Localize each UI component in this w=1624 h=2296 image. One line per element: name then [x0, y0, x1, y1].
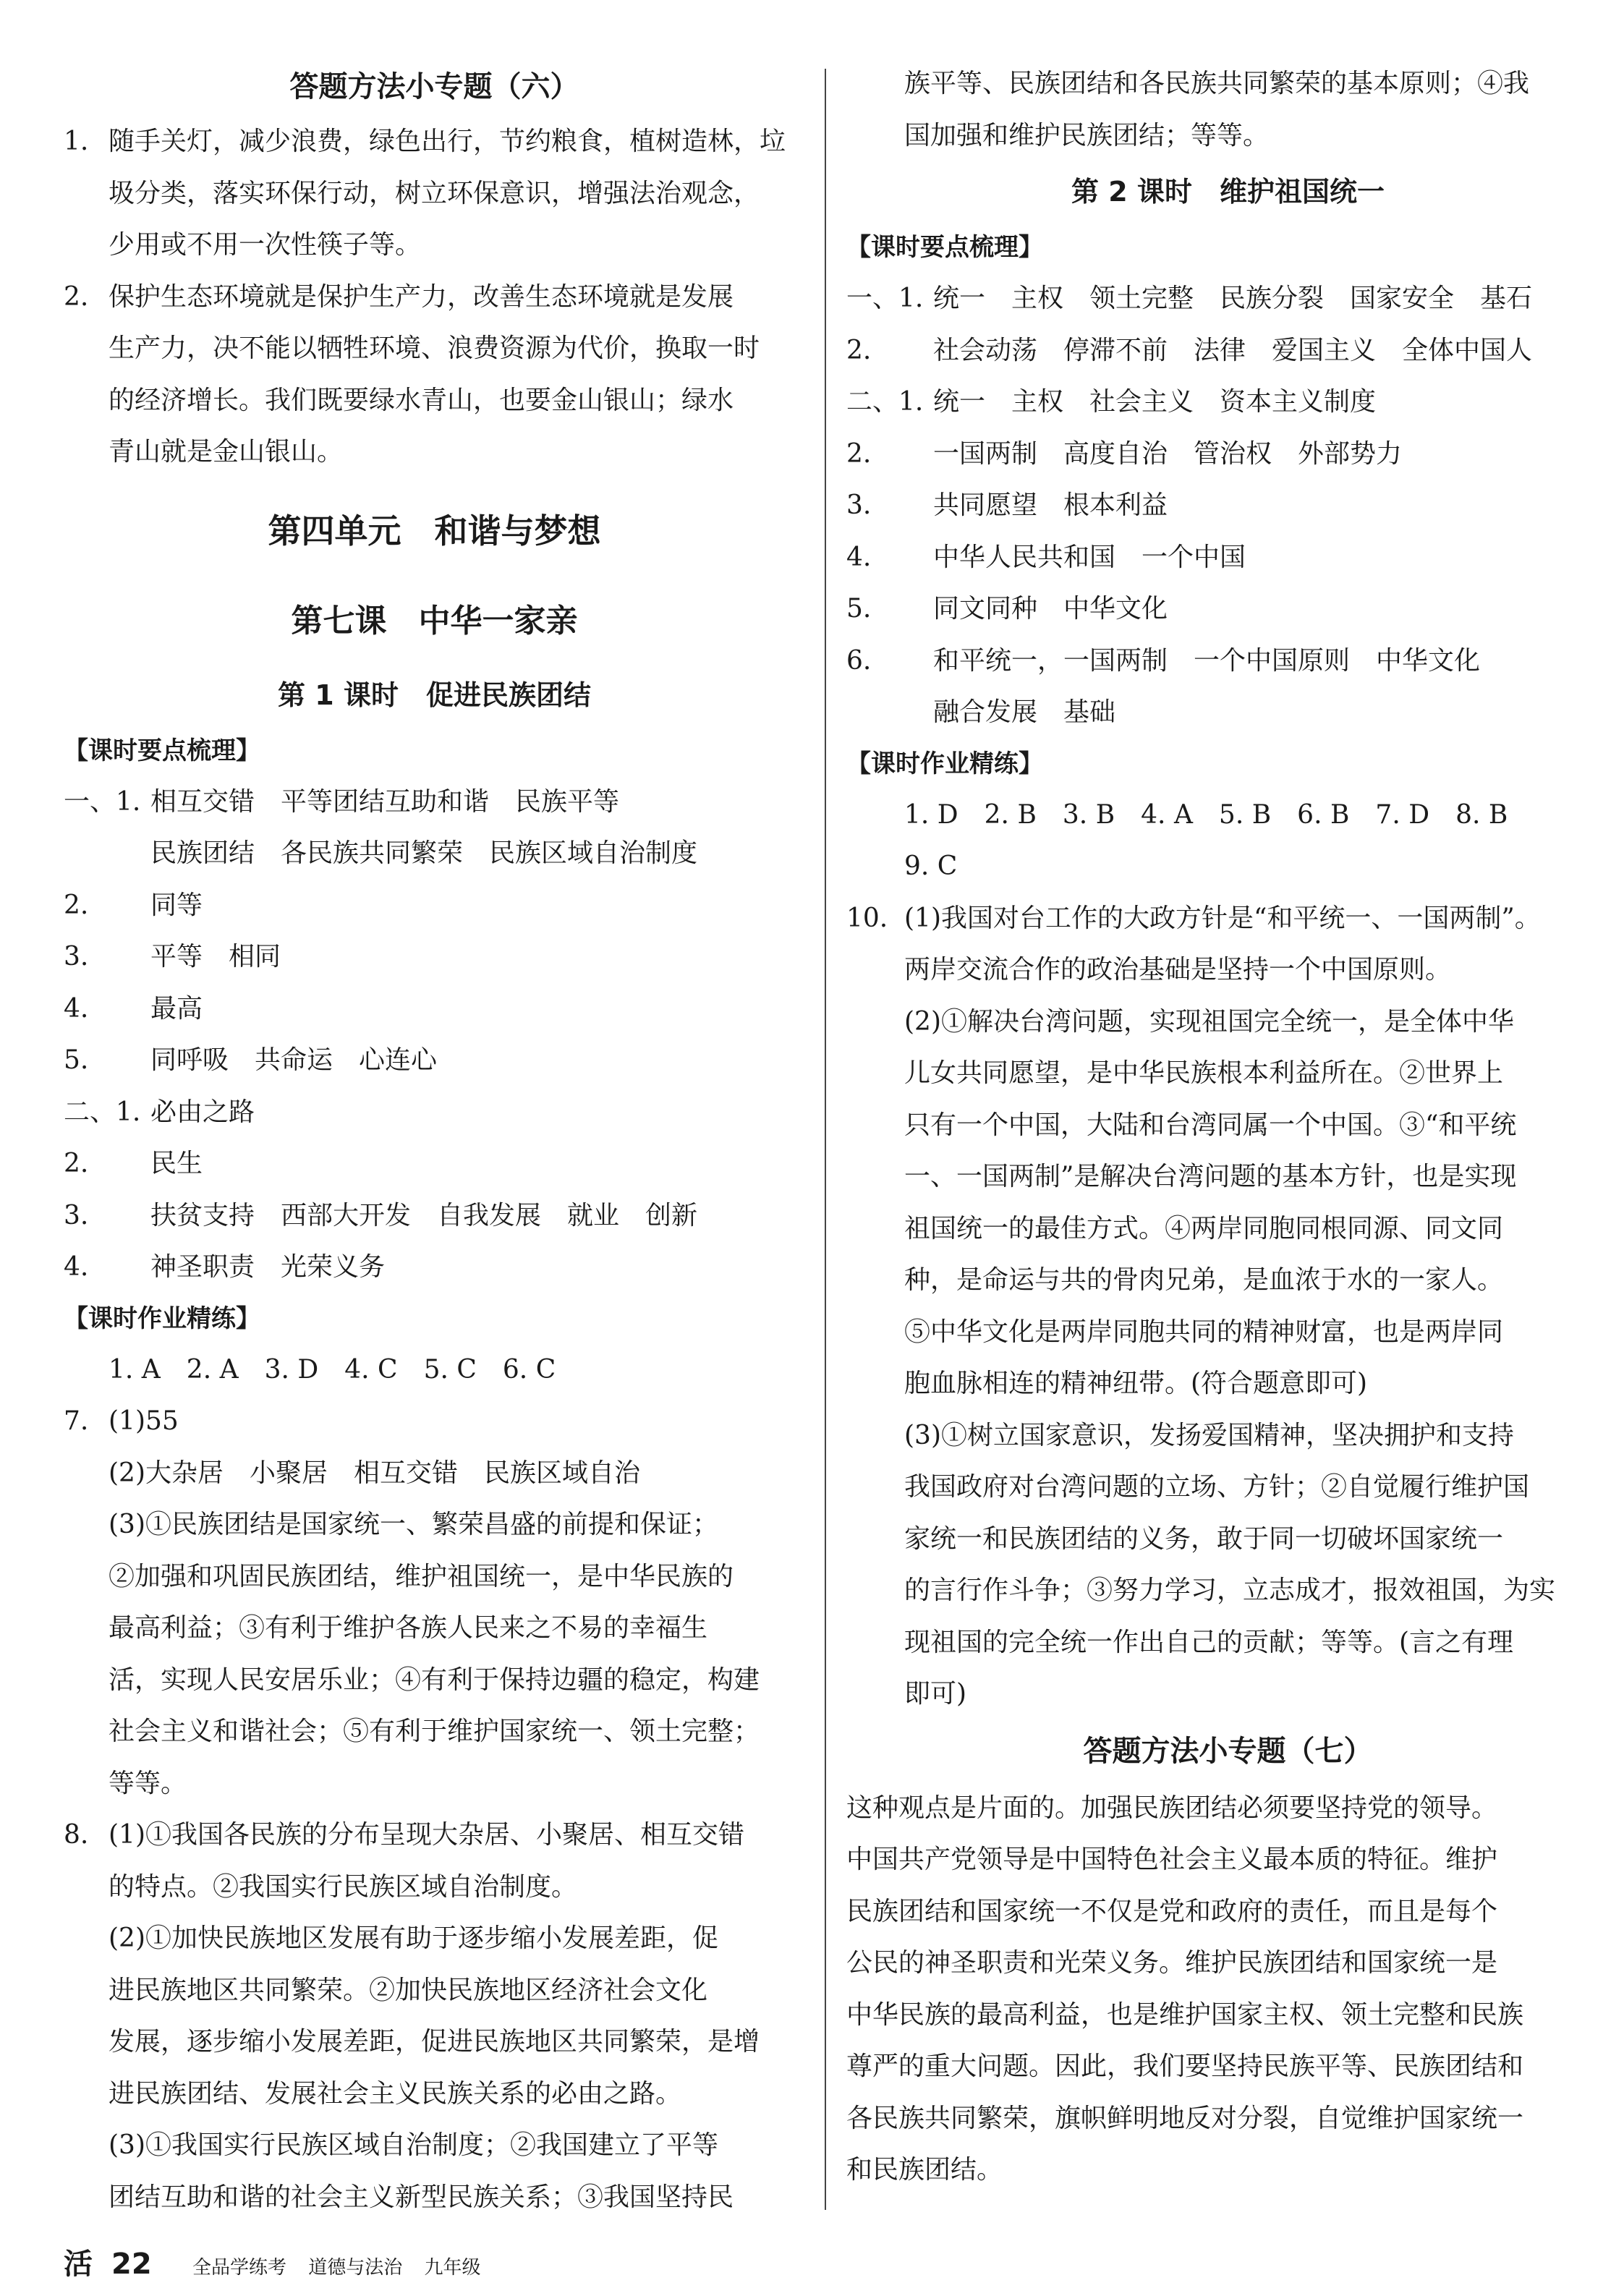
item-text: 共同愿望 根本利益 [933, 490, 1168, 520]
answer-line [846, 944, 1610, 996]
item-text: 一、一国两制”是解决台湾问题的基本方针，也是实现 [904, 1162, 1517, 1191]
method-seven-answer [846, 1782, 1610, 2196]
answer-line [64, 1758, 805, 1810]
item-text: ②加强和巩固民族团结，维护祖国统一，是中华民族的 [109, 1561, 734, 1591]
item-number: 3. [64, 1200, 89, 1230]
answer-line [64, 1809, 805, 1861]
answer-line [64, 168, 805, 220]
text-line: 国加强和维护民族团结；等等。 [904, 120, 1270, 150]
item-text: 活，实现人民安居乐业；④有利于保持边疆的稳定，构建 [109, 1664, 760, 1695]
item-number: 2. [846, 438, 872, 469]
item-text: 少用或不用一次性筷子等。 [109, 230, 422, 260]
item-text: 进民族地区共同繁荣。②加快民族地区经济社会文化 [109, 1975, 708, 2005]
answer-line [846, 532, 1610, 584]
item-text: 现祖国的完全统一作出自己的贡献；等等。(言之有理 [904, 1627, 1514, 1657]
item-text: 胞血脉相连的精神纽带。(符合题意即可) [904, 1369, 1368, 1398]
item-number: 8. [64, 1820, 89, 1850]
item-text: (1)我国对台工作的大政方针是“和平统一、一国两制”。 [904, 903, 1541, 933]
item-text: 等等。 [109, 1768, 187, 1798]
period-title-2: 第 2 课时 维护祖国统一 [1071, 176, 1385, 208]
answer-line [846, 583, 1610, 635]
right-column [846, 58, 1610, 2196]
answer-line [64, 2119, 805, 2172]
page-footer [64, 2241, 497, 2282]
item-text: 9. C [904, 851, 958, 881]
answer-line [846, 480, 1610, 532]
item-number: 二、1. [846, 387, 924, 417]
item-text: 的经济增长。我们既要绿水青山，也要金山银山；绿水 [109, 385, 734, 415]
column-divider [825, 69, 826, 2210]
item-text: 我国政府对台湾问题的立场、方针；②自觉履行维护国 [904, 1472, 1530, 1502]
item-text: 神圣职责 光荣义务 [150, 1252, 386, 1282]
item-text: 祖国统一的最佳方式。④两岸同胞同根同源、同文同 [904, 1213, 1504, 1243]
item-text: 民族团结 各民族共同繁荣 民族区域自治制度 [150, 838, 698, 868]
answer-line [64, 375, 805, 427]
item-text: 统一 主权 领土完整 民族分裂 国家安全 基石 [933, 284, 1533, 313]
answer-line [64, 1190, 805, 1242]
item-text: 发展，逐步缩小发展差距，促进民族地区共同繁荣，是增 [109, 2027, 760, 2057]
item-number: 二、1. [64, 1097, 141, 1127]
section-title-six: 答题方法小专题（六） [289, 70, 579, 103]
item-text: 团结互助和谐的社会主义新型民族关系；③我国坚持民 [109, 2182, 734, 2212]
item-number: 3. [846, 490, 872, 520]
continued-answer [846, 58, 1610, 161]
item-text: 生产力，决不能以牺牲环境、浪费资源为代价，换取一时 [109, 333, 760, 363]
item-number: 2. [846, 335, 872, 365]
answer-line [846, 376, 1610, 428]
text-line: 这种观点是片面的。加强民族团结必须要坚持党的领导。 [846, 1793, 1498, 1823]
item-text: 同文同种 中华文化 [933, 594, 1168, 624]
item-text: 统一 主权 社会主义 资本主义制度 [933, 387, 1377, 417]
answer-line [64, 426, 805, 478]
key-points-heading: 【课时要点梳理】 [64, 736, 260, 765]
homework-heading: 【课时作业精练】 [64, 1304, 260, 1333]
text-line: 中国共产党领导是中国特色社会主义最本质的特征。维护 [846, 1845, 1498, 1874]
answer-line [64, 931, 805, 983]
answer-line [846, 789, 1610, 841]
item-text: 种，是命运与共的骨肉兄弟，是血浓于水的一家人。 [904, 1265, 1504, 1295]
subject-name: 道德与法治 [308, 2257, 403, 2279]
item-text: ⑤中华文化是两岸同胞共同的精神财富，也是两岸同 [904, 1317, 1504, 1347]
answer-line [846, 1047, 1610, 1100]
answer-line [846, 1668, 1610, 1720]
key-points-heading: 【课时要点梳理】 [846, 233, 1043, 262]
item-text: 融合发展 基础 [933, 697, 1116, 727]
item-text: 必由之路 [150, 1097, 255, 1127]
lesson-title: 第七课 中华一家亲 [291, 602, 578, 639]
answer-line [64, 219, 805, 271]
answer-line [64, 880, 805, 932]
answer-line [846, 1565, 1610, 1617]
answer-line [64, 1913, 805, 1965]
answer-line [64, 116, 805, 168]
answer-line [846, 1617, 1610, 1669]
item-text: 儿女共同愿望，是中华民族根本利益所在。②世界上 [904, 1058, 1504, 1088]
item-text: 同呼吸 共命运 心连心 [150, 1045, 438, 1075]
item-text: (2)①解决台湾问题，实现祖国完全统一，是全体中华 [904, 1006, 1514, 1037]
item-number: 1. [64, 127, 89, 156]
item-text: 随手关灯，减少浪费，绿色出行，节约粮食，植树造林，垃 [109, 127, 786, 156]
series-name: 全品学练考 [192, 2257, 286, 2279]
answer-line [64, 1344, 805, 1396]
answer-line [64, 1551, 805, 1603]
answer-line [846, 635, 1610, 687]
footer-huo: 活 [64, 2248, 93, 2281]
left-column [64, 58, 805, 2223]
item-text: 民生 [150, 1149, 203, 1178]
item-text: (2)①加快民族地区发展有助于逐步缩小发展差距，促 [109, 1923, 718, 1953]
answer-line [846, 1358, 1610, 1410]
answer-line [846, 428, 1610, 480]
item-text: 一国两制 高度自治 管治权 外部势力 [933, 438, 1403, 469]
answer-line [64, 1034, 805, 1087]
key-points-list [64, 776, 805, 1293]
item-text: 的言行作斗争；③努力学习，立志成才，报效祖国，为实 [904, 1576, 1556, 1605]
answer-line [64, 2172, 805, 2224]
item-text: (1)①我国各民族的分布呈现大杂居、小聚居、相互交错 [109, 1820, 744, 1850]
item-number: 5. [846, 594, 872, 624]
answer-line [846, 1254, 1610, 1306]
item-number: 4. [846, 542, 872, 572]
answer-line [64, 1602, 805, 1654]
method-six-answers [64, 116, 805, 478]
unit-title: 第四单元 和谐与梦想 [268, 511, 601, 550]
text-line: 尊严的重大问题。因此，我们要坚持民族平等、民族团结和 [846, 2051, 1524, 2081]
page-number: 22 [111, 2248, 152, 2281]
text-line: 公民的神圣职责和光荣义务。维护民族团结和国家统一是 [846, 1948, 1498, 1978]
item-number: 10. [846, 903, 888, 933]
answer-line [846, 841, 1610, 893]
item-text: 即可) [904, 1679, 967, 1709]
item-number: 一、1. [846, 284, 924, 313]
item-text: 保护生态环境就是保护生产力，改善生态环境就是发展 [109, 281, 734, 312]
text-line: 民族团结和国家统一不仅是党和政府的责任，而且是每个 [846, 1896, 1498, 1926]
item-number: 2. [64, 1149, 89, 1178]
item-text: 圾分类，落实环保行动，树立环保意识，增强法治观念， [109, 178, 760, 208]
item-text: 只有一个中国，大陆和台湾同属一个中国。③“和平统 [904, 1110, 1517, 1140]
text-line: 族平等、民族团结和各民族共同繁荣的基本原则；④我 [904, 69, 1530, 98]
answer-line [846, 1513, 1610, 1565]
answer-line [846, 1461, 1610, 1513]
item-number: 6. [846, 645, 872, 676]
answer-line [846, 1151, 1610, 1203]
item-text: 中华人民共和国 一个中国 [933, 542, 1246, 572]
item-number: 5. [64, 1045, 89, 1075]
key-points-list [846, 273, 1610, 739]
answer-line [846, 893, 1610, 945]
answer-line [846, 325, 1610, 377]
answer-line [64, 271, 805, 323]
item-text: (1)55 [109, 1406, 179, 1436]
answer-line [846, 1306, 1610, 1359]
item-text: 1. A 2. A 3. D 4. C 5. C 6. C [109, 1354, 556, 1385]
item-text: 最高利益；③有利于维护各族人民来之不易的幸福生 [109, 1613, 708, 1643]
answer-line [846, 1100, 1610, 1152]
item-text: 相互交错 平等团结互助和谐 民族平等 [150, 786, 620, 817]
item-number: 7. [64, 1406, 89, 1436]
answer-line [64, 776, 805, 828]
item-number: 4. [64, 993, 89, 1024]
answer-line [64, 983, 805, 1035]
item-text: 青山就是金山银山。 [109, 437, 344, 467]
item-number: 3. [64, 942, 89, 971]
answer-line [846, 1410, 1610, 1462]
homework-heading: 【课时作业精练】 [846, 749, 1043, 778]
item-text: 的特点。②我国实行民族区域自治制度。 [109, 1871, 578, 1902]
homework-answers [846, 789, 1610, 1720]
item-text: 1. D 2. B 3. B 4. A 5. B 6. B 7. D 8. B [904, 799, 1508, 830]
answer-line [64, 1447, 805, 1500]
homework-answers [64, 1344, 805, 2224]
item-text: (2)大杂居 小聚居 相互交错 民族区域自治 [109, 1458, 640, 1488]
item-text: (3)①树立国家意识，发扬爱国精神，坚决拥护和支持 [904, 1420, 1514, 1450]
item-text: (3)①民族团结是国家统一、繁荣昌盛的前提和保证； [109, 1510, 718, 1539]
grade-name: 九年级 [424, 2257, 481, 2279]
answer-line [64, 1654, 805, 1706]
item-text: 最高 [150, 993, 203, 1024]
item-text: 进民族团结、发展社会主义民族关系的必由之路。 [109, 2078, 682, 2109]
answer-line [846, 1203, 1610, 1255]
answer-line [64, 1965, 805, 2017]
answer-line [64, 1087, 805, 1139]
item-number: 2. [64, 890, 89, 920]
item-number: 2. [64, 281, 89, 312]
item-text: 扶贫支持 西部大开发 自我发展 就业 创新 [150, 1200, 698, 1230]
item-text: 和平统一，一国两制 一个中国原则 中华文化 [933, 645, 1481, 676]
answer-line [846, 996, 1610, 1048]
item-number: 4. [64, 1252, 89, 1282]
answer-line [64, 1241, 805, 1293]
item-text: 社会主义和谐社会；⑤有利于维护国家统一、领土完整； [109, 1717, 760, 1746]
answer-line [64, 1499, 805, 1551]
answer-line [64, 323, 805, 375]
answer-line [64, 1861, 805, 1913]
answer-line [846, 273, 1610, 325]
item-text: 社会动荡 停滞不前 法律 爱国主义 全体中国人 [933, 335, 1533, 365]
item-number: 一、1. [64, 786, 141, 817]
answer-line [64, 1138, 805, 1190]
item-text: 同等 [150, 890, 203, 920]
section-title-seven: 答题方法小专题（七） [1083, 1734, 1373, 1768]
answer-line [64, 1706, 805, 1758]
item-text: 平等 相同 [150, 942, 281, 971]
period-title-1: 第 1 课时 促进民族团结 [278, 679, 591, 711]
answer-line [64, 1395, 805, 1447]
item-text: 家统一和民族团结的义务，敢于同一切破坏国家统一 [904, 1523, 1504, 1554]
text-line: 中华民族的最高利益，也是维护国家主权、领土完整和民族 [846, 1999, 1524, 2030]
item-text: 两岸交流合作的政治基础是坚持一个中国原则。 [904, 955, 1452, 985]
item-text: (3)①我国实行民族区域自治制度；②我国建立了平等 [109, 2130, 718, 2160]
text-line: 和民族团结。 [846, 2155, 1003, 2185]
answer-line [64, 2016, 805, 2068]
answer-line [64, 2068, 805, 2120]
answer-line [846, 686, 1610, 739]
text-line: 各民族共同繁荣，旗帜鲜明地反对分裂，自觉维护国家统一 [846, 2103, 1524, 2133]
answer-line [64, 828, 805, 880]
